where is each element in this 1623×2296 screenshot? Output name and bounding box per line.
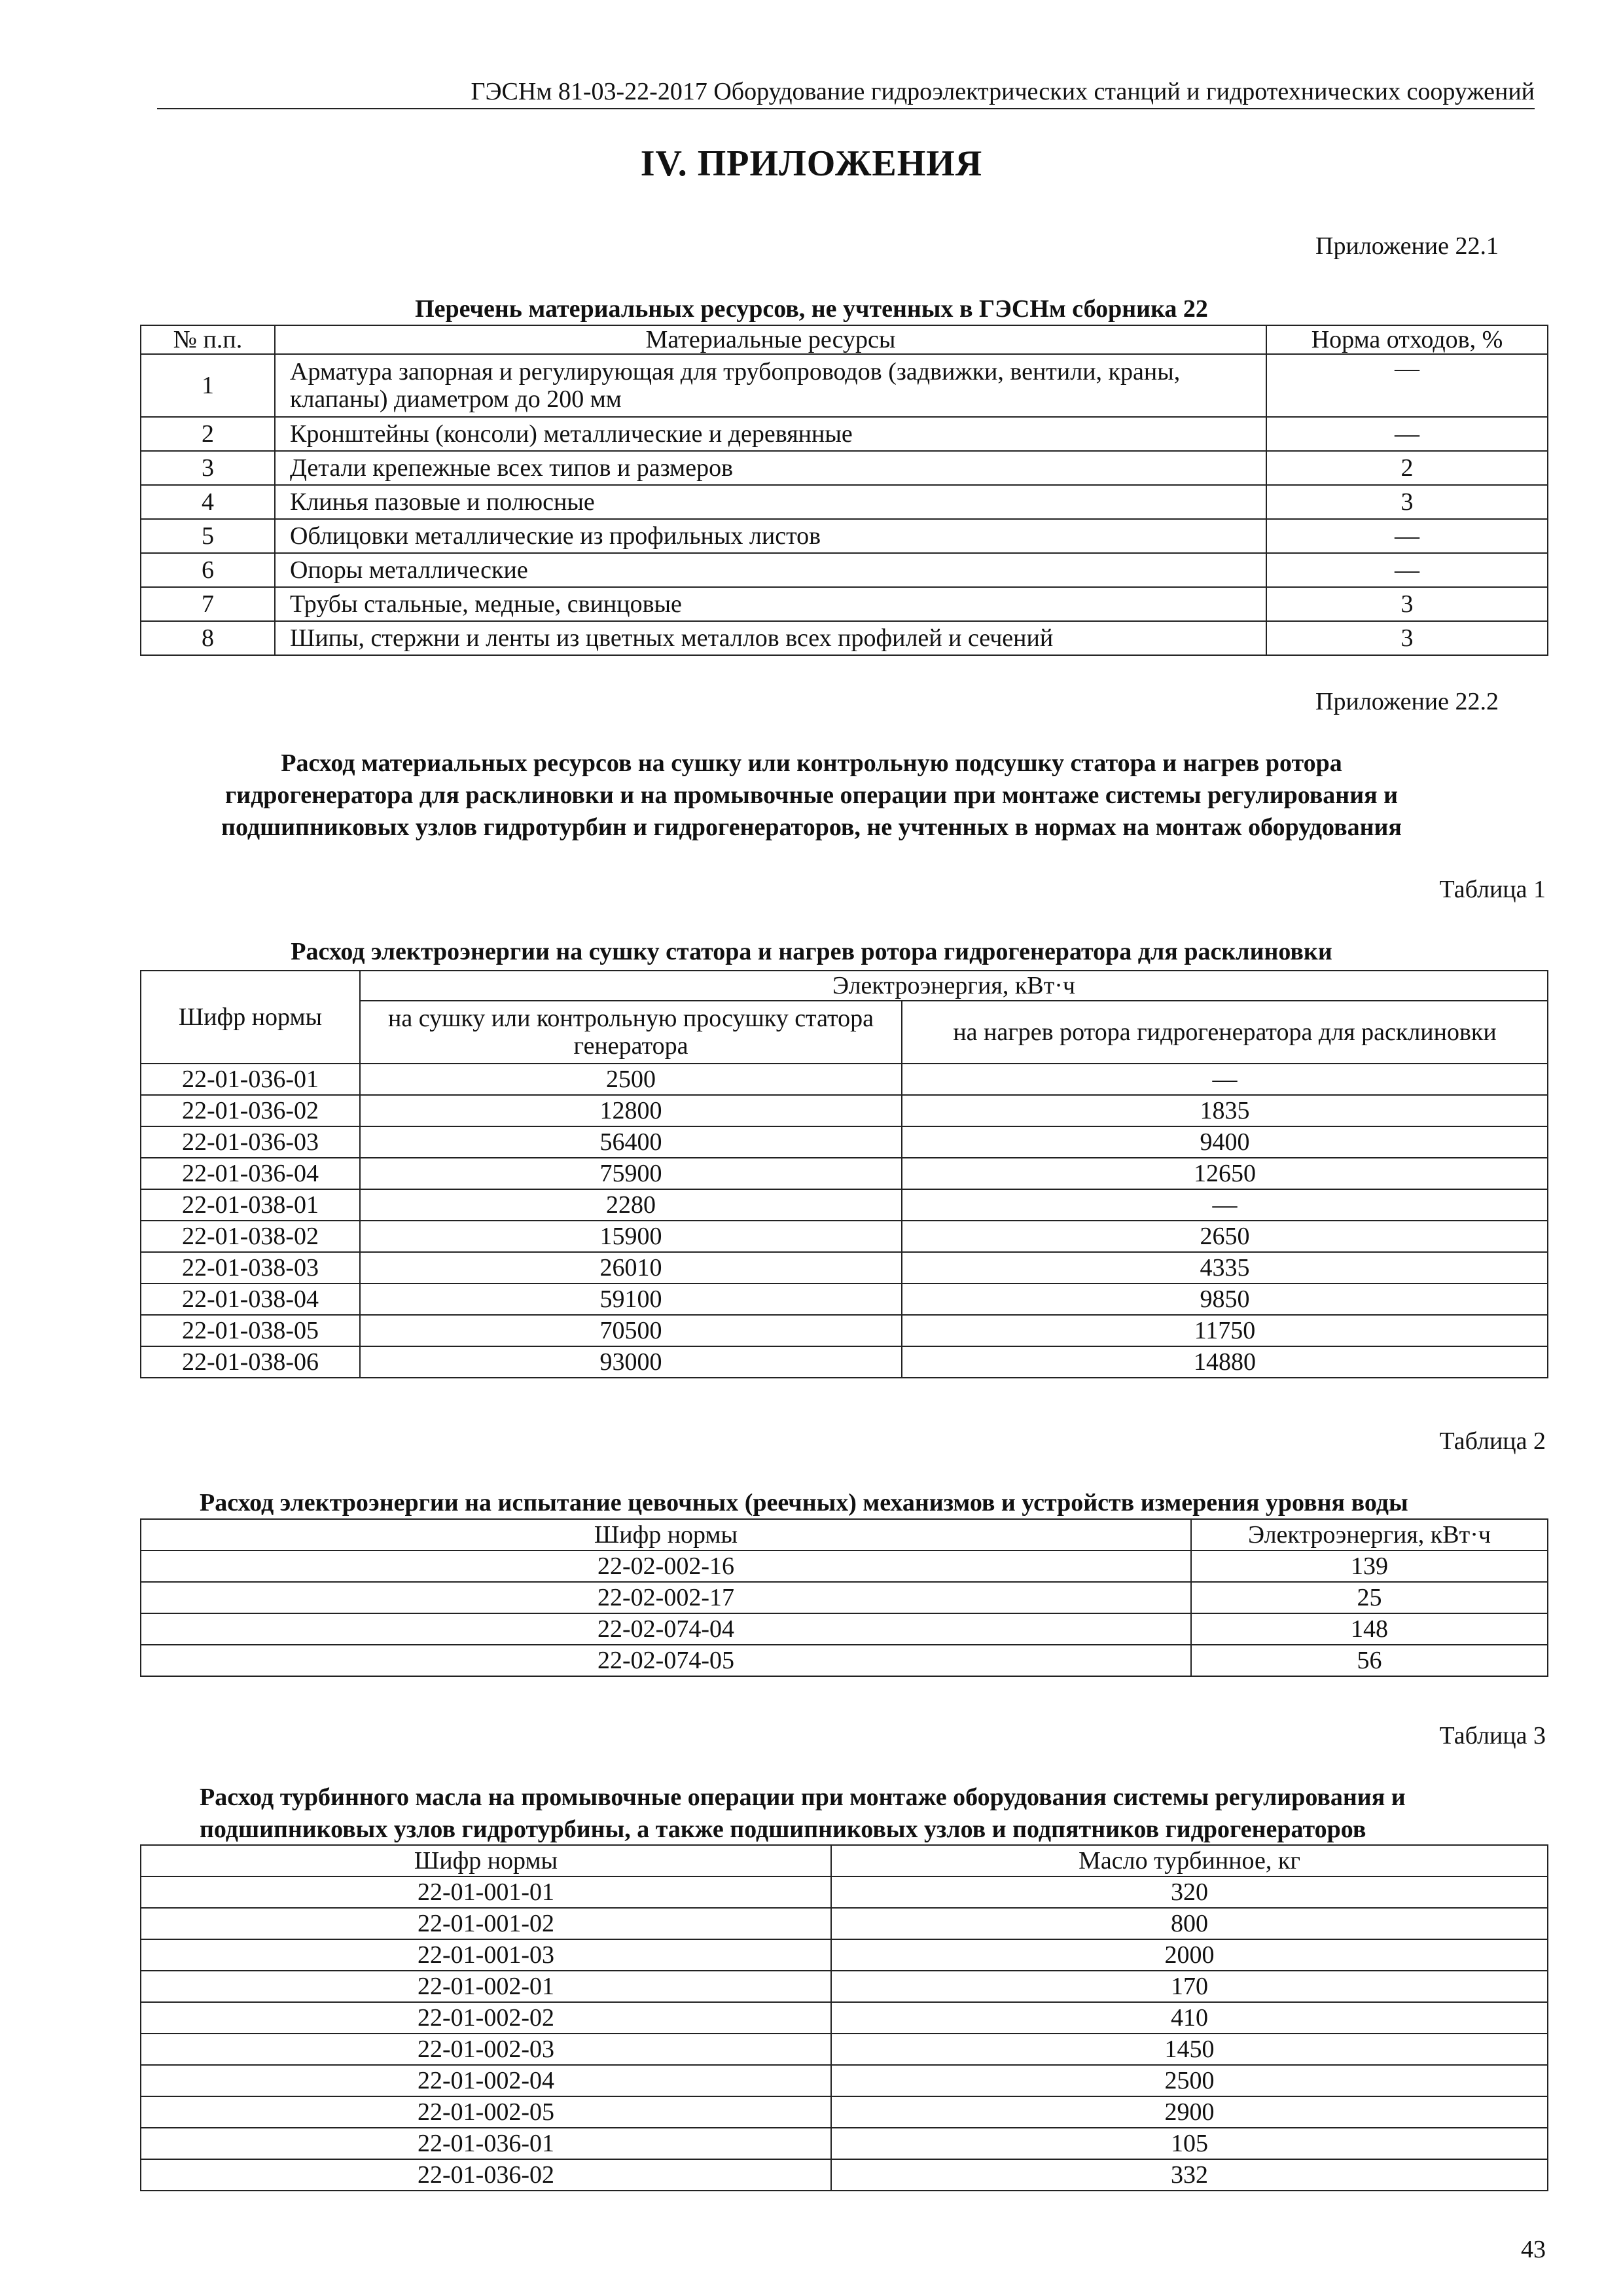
norm-code: 22-01-036-03 (141, 1126, 360, 1158)
table-2-caption: Расход электроэнергии на испытание цевочных (реечных) механизмов и устройств измерения уровня воды (200, 1489, 1408, 1516)
norm-code: 22-01-002-03 (141, 2034, 831, 2065)
rotor-value: 2650 (902, 1221, 1548, 1252)
rotor-value: 9400 (902, 1126, 1548, 1158)
appendix-22-2-label: Приложение 22.2 (1315, 688, 1499, 715)
electricity-value: 25 (1191, 1582, 1548, 1613)
stator-value: 2280 (360, 1189, 902, 1221)
norm-code: 22-02-002-17 (141, 1582, 1191, 1613)
table-row (141, 1645, 1548, 1676)
table-3-label: Таблица 3 (1439, 1722, 1546, 1749)
norm-code: 22-01-038-04 (141, 1283, 360, 1315)
norm-code: 22-02-074-05 (141, 1645, 1191, 1676)
oil-value: 800 (831, 1908, 1548, 1939)
norm-code: 22-01-001-03 (141, 1939, 831, 1971)
resource-name: Клинья пазовые и полюсные (275, 485, 1266, 519)
electricity-value: 148 (1191, 1613, 1548, 1645)
appendix-22-1-label: Приложение 22.1 (1315, 232, 1499, 260)
electricity-testing-table (140, 1518, 1548, 1677)
row-number: 5 (141, 519, 275, 553)
table-3-caption-line: Расход турбинного масла на промывочные операции при монтаже оборудования системы регулирования и (200, 1784, 1406, 1811)
turbine-oil-table (140, 1844, 1548, 2191)
table-row (141, 1551, 1548, 1582)
oil-value: 170 (831, 1971, 1548, 2002)
table-row (141, 519, 1548, 553)
col-header-resources: Материальные ресурсы (275, 325, 1266, 354)
row-number: 1 (141, 354, 275, 417)
col-header-code: Шифр нормы (141, 971, 360, 1064)
table-3-caption (200, 1782, 1548, 1846)
norm-code: 22-01-036-01 (141, 1064, 360, 1095)
rotor-value: 14880 (902, 1346, 1548, 1378)
rotor-value: 9850 (902, 1283, 1548, 1315)
col-header-oil: Масло турбинное, кг (831, 1845, 1548, 1876)
norm-code: 22-01-002-01 (141, 1971, 831, 2002)
oil-value: 1450 (831, 2034, 1548, 2065)
stator-value: 2500 (360, 1064, 902, 1095)
norm-code: 22-01-036-02 (141, 1095, 360, 1126)
appendix-22-2-title-line: Расход материальных ресурсов на сушку или контрольную подсушку статора и нагрев ротора (281, 749, 1342, 777)
table-row (141, 354, 1548, 417)
table-row (141, 1158, 1548, 1189)
electricity-value: 56 (1191, 1645, 1548, 1676)
resource-name: Кронштейны (консоли) металлические и деревянные (275, 417, 1266, 451)
table-row (141, 1346, 1548, 1378)
row-number: 3 (141, 451, 275, 485)
table-row (141, 1095, 1548, 1126)
oil-value: 2900 (831, 2096, 1548, 2128)
rotor-value: 1835 (902, 1095, 1548, 1126)
table-row (141, 1939, 1548, 1971)
norm-code: 22-01-036-02 (141, 2159, 831, 2191)
materials-table (140, 325, 1548, 656)
norm-code: 22-01-036-04 (141, 1158, 360, 1189)
stator-value: 56400 (360, 1126, 902, 1158)
row-number: 8 (141, 621, 275, 655)
table-1-caption: Расход электроэнергии на сушку статора и нагрев ротора гидрогенератора для расклиновки (291, 938, 1332, 965)
row-number: 6 (141, 553, 275, 587)
table-row (141, 2096, 1548, 2128)
col-header-rotor-heating: на нагрев ротора гидрогенератора для расклиновки (902, 1001, 1548, 1064)
resource-name: Опоры металлические (275, 553, 1266, 587)
oil-value: 410 (831, 2002, 1548, 2034)
table-row (141, 553, 1548, 587)
table-row (141, 2034, 1548, 2065)
table-2-label: Таблица 2 (1439, 1427, 1546, 1455)
col-header-electricity: Электроэнергия, кВт·ч (360, 971, 1548, 1001)
norm-code: 22-01-036-01 (141, 2128, 831, 2159)
table-row (141, 1126, 1548, 1158)
stator-value: 93000 (360, 1346, 902, 1378)
norm-code: 22-01-038-05 (141, 1315, 360, 1346)
resource-name: Трубы стальные, медные, свинцовые (275, 587, 1266, 621)
table-row (141, 587, 1548, 621)
table-1-label: Таблица 1 (1439, 876, 1546, 903)
norm-code: 22-01-002-05 (141, 2096, 831, 2128)
table-row (141, 1283, 1548, 1315)
norm-code: 22-01-038-02 (141, 1221, 360, 1252)
table-row (141, 451, 1548, 485)
appendix-22-2-title (0, 747, 1623, 844)
oil-value: 2000 (831, 1939, 1548, 1971)
rotor-value: — (902, 1064, 1548, 1095)
table-row (141, 1876, 1548, 1908)
norm-code: 22-01-001-01 (141, 1876, 831, 1908)
appendix-22-2-title-line: гидрогенератора для расклиновки и на промывочные операции при монтаже системы регулирования и (224, 781, 1399, 809)
rotor-value: — (902, 1189, 1548, 1221)
stator-value: 12800 (360, 1095, 902, 1126)
table-row (141, 1221, 1548, 1252)
waste-norm: — (1266, 354, 1548, 417)
stator-value: 59100 (360, 1283, 902, 1315)
table-row (141, 621, 1548, 655)
resource-name: Арматура запорная и регулирующая для трубопроводов (задвижки, вентили, краны, клапаны) диаметром до 200 мм (275, 354, 1266, 417)
section-title: IV. ПРИЛОЖЕНИЯ (640, 143, 983, 184)
norm-code: 22-01-001-02 (141, 1908, 831, 1939)
rotor-value: 4335 (902, 1252, 1548, 1283)
col-header-code: Шифр нормы (141, 1845, 831, 1876)
oil-value: 320 (831, 1876, 1548, 1908)
rotor-value: 12650 (902, 1158, 1548, 1189)
norm-code: 22-01-038-01 (141, 1189, 360, 1221)
norm-code: 22-01-038-06 (141, 1346, 360, 1378)
waste-norm: — (1266, 553, 1548, 587)
waste-norm: — (1266, 519, 1548, 553)
running-header: ГЭСНм 81-03-22-2017 Оборудование гидроэлектрических станций и гидротехнических сооружений (471, 78, 1535, 105)
waste-norm: 3 (1266, 621, 1548, 655)
rotor-value: 11750 (902, 1315, 1548, 1346)
resource-name: Детали крепежные всех типов и размеров (275, 451, 1266, 485)
table-row (141, 2128, 1548, 2159)
table-3-caption-line: подшипниковых узлов гидротурбины, а также подшипниковых узлов и подпятников гидрогенераторов (200, 1816, 1366, 1843)
stator-value: 26010 (360, 1252, 902, 1283)
waste-norm: — (1266, 417, 1548, 451)
table-row (141, 1064, 1548, 1095)
table-row (141, 1582, 1548, 1613)
stator-value: 15900 (360, 1221, 902, 1252)
oil-value: 332 (831, 2159, 1548, 2191)
norm-code: 22-01-002-02 (141, 2002, 831, 2034)
appendix-22-1-caption: Перечень материальных ресурсов, не учтенных в ГЭСНм сборника 22 (415, 295, 1208, 323)
row-number: 4 (141, 485, 275, 519)
resource-name: Облицовки металлические из профильных листов (275, 519, 1266, 553)
table-row (141, 1252, 1548, 1283)
appendix-22-2-title-line: подшипниковых узлов гидротурбин и гидрогенераторов, не учтенных в нормах на монтаж оборудования (221, 814, 1402, 841)
header-rule (157, 108, 1535, 109)
norm-code: 22-01-038-03 (141, 1252, 360, 1283)
table-row (141, 1189, 1548, 1221)
table-row (141, 417, 1548, 451)
table-row (141, 1315, 1548, 1346)
waste-norm: 3 (1266, 587, 1548, 621)
table-row (141, 485, 1548, 519)
waste-norm: 3 (1266, 485, 1548, 519)
table-row (141, 1908, 1548, 1939)
waste-norm: 2 (1266, 451, 1548, 485)
table-row (141, 1613, 1548, 1645)
norm-code: 22-02-074-04 (141, 1613, 1191, 1645)
norm-code: 22-01-002-04 (141, 2065, 831, 2096)
table-row (141, 2065, 1548, 2096)
col-header-waste-norm: Норма отходов, % (1266, 325, 1548, 354)
resource-name: Шипы, стержни и ленты из цветных металлов всех профилей и сечений (275, 621, 1266, 655)
col-header-electricity: Электроэнергия, кВт·ч (1191, 1519, 1548, 1551)
table-row (141, 2002, 1548, 2034)
row-number: 7 (141, 587, 275, 621)
page-number: 43 (1521, 2236, 1546, 2263)
col-header-number: № п.п. (141, 325, 275, 354)
stator-value: 70500 (360, 1315, 902, 1346)
table-row (141, 2159, 1548, 2191)
stator-value: 75900 (360, 1158, 902, 1189)
oil-value: 105 (831, 2128, 1548, 2159)
electricity-drying-table (140, 970, 1548, 1378)
row-number: 2 (141, 417, 275, 451)
norm-code: 22-02-002-16 (141, 1551, 1191, 1582)
col-header-code: Шифр нормы (141, 1519, 1191, 1551)
col-header-stator-drying: на сушку или контрольную просушку статора генератора (360, 1001, 902, 1064)
table-row (141, 1971, 1548, 2002)
electricity-value: 139 (1191, 1551, 1548, 1582)
oil-value: 2500 (831, 2065, 1548, 2096)
